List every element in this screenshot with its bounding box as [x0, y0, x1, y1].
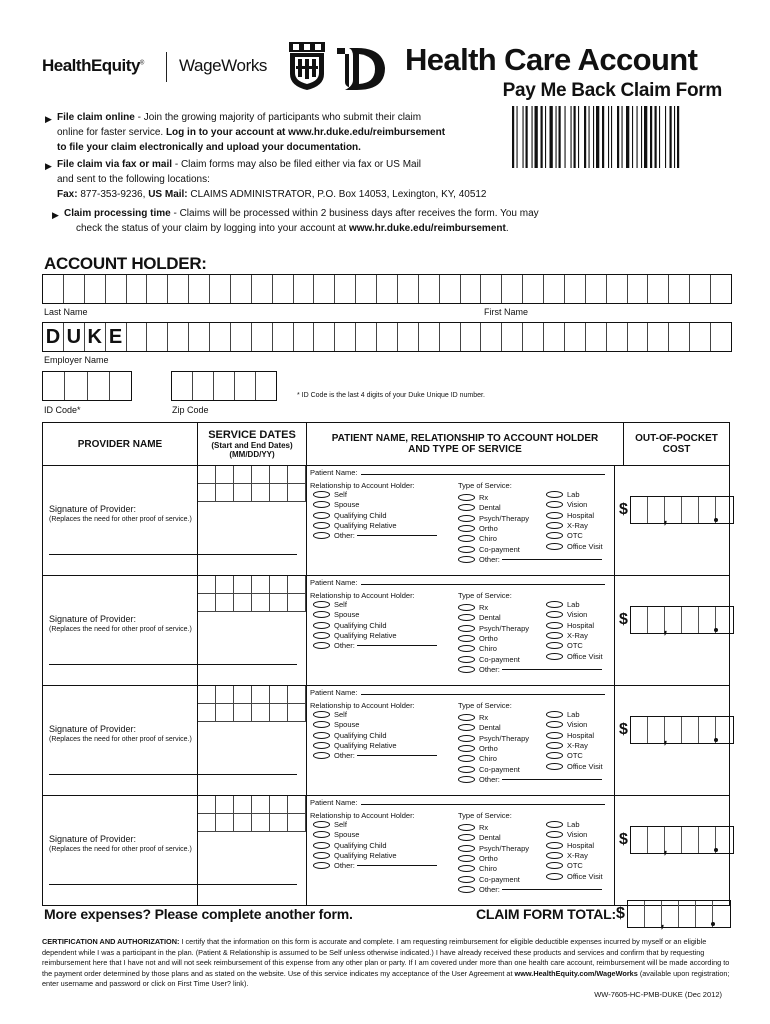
- provider-signature-note: (Replaces the need for other proof of service.): [49, 846, 192, 853]
- service-option[interactable]: Vision: [546, 830, 587, 839]
- service-option[interactable]: Other:: [458, 775, 602, 784]
- radio-oval-icon[interactable]: [546, 763, 563, 770]
- radio-oval-icon[interactable]: [313, 831, 330, 838]
- radio-oval-icon[interactable]: [546, 653, 563, 660]
- service-option[interactable]: Dental: [458, 503, 501, 512]
- input-box[interactable]: [110, 372, 131, 400]
- input-box[interactable]: [252, 323, 273, 351]
- input-box[interactable]: K: [85, 323, 106, 351]
- input-box[interactable]: [690, 323, 711, 351]
- service-option[interactable]: X-Ray: [546, 851, 588, 860]
- radio-oval-icon[interactable]: [458, 766, 475, 773]
- input-box[interactable]: [64, 275, 85, 303]
- radio-oval-icon[interactable]: [458, 494, 475, 501]
- radio-oval-icon[interactable]: [546, 491, 563, 498]
- claim-row: [42, 686, 730, 796]
- input-box[interactable]: [106, 275, 127, 303]
- instruction-processing: ▶ Claim processing time - Claims will be processed within 2 business days after receives the form. You may check the status of your claim by logging into your account at www.hr.duke.edu/reimbursement.: [52, 208, 539, 234]
- radio-oval-icon[interactable]: [546, 742, 563, 749]
- input-box[interactable]: [502, 275, 523, 303]
- input-box[interactable]: [607, 275, 628, 303]
- input-box[interactable]: [356, 323, 377, 351]
- radio-oval-icon[interactable]: [546, 632, 563, 639]
- radio-oval-icon[interactable]: [458, 604, 475, 611]
- relationship-option[interactable]: Qualifying Relative: [313, 851, 397, 860]
- radio-oval-icon[interactable]: [458, 886, 475, 893]
- input-box[interactable]: [502, 323, 523, 351]
- service-option[interactable]: Chiro: [458, 864, 497, 873]
- radio-oval-icon[interactable]: [313, 501, 330, 508]
- input-box[interactable]: D: [43, 323, 64, 351]
- input-box[interactable]: [523, 323, 544, 351]
- radio-oval-icon[interactable]: [546, 611, 563, 618]
- radio-oval-icon[interactable]: [458, 755, 475, 762]
- service-option[interactable]: Psych/Therapy: [458, 734, 529, 743]
- input-box[interactable]: [168, 275, 189, 303]
- service-option[interactable]: Office Visit: [546, 762, 603, 771]
- id-code-label: ID Code*: [44, 405, 81, 415]
- form-title: Health Care Account: [405, 42, 698, 77]
- service-dates-boxes[interactable]: [198, 686, 306, 722]
- id-code-boxes[interactable]: [42, 371, 132, 401]
- radio-oval-icon[interactable]: [313, 622, 330, 629]
- wageworks-logo: WageWorks: [179, 56, 268, 75]
- service-dates-boxes[interactable]: [198, 576, 306, 612]
- relationship-option[interactable]: Qualifying Child: [313, 841, 387, 850]
- input-box[interactable]: [88, 372, 110, 400]
- out-of-pocket-amount[interactable]: $ ,: [619, 606, 734, 634]
- certification-text: CERTIFICATION AND AUTHORIZATION: I certify that the information on this form is accurate and complete. I am requesting reimbursement for eligible deductible expenses incurred by myself or an eligible dependent while I was a participant in the plan. (Patient & Relationship is assumed to be Self unless otherwise indicated.) I have already received these products and services and confirm that by requesting reimbursement here that I have not and will not seek reimbursement of this expense from any other plan or party. If I am covered under more than one health care account, reimbursement will be made according to the payment order determined by those plans and as stated on the website. Use of this service indicates my acceptance of the User Agreement at www.HealthEquity.com/WageWorks (available upon registration; enter username and password or click on First Time User? link).: [42, 937, 730, 988]
- claim-row: [42, 576, 730, 686]
- radio-oval-icon[interactable]: [546, 711, 563, 718]
- service-option[interactable]: X-Ray: [546, 741, 588, 750]
- input-box[interactable]: [231, 323, 252, 351]
- first-name-label: First Name: [484, 307, 529, 317]
- radio-oval-icon[interactable]: [458, 645, 475, 652]
- service-option[interactable]: Lab: [546, 710, 580, 719]
- radio-oval-icon[interactable]: [313, 632, 330, 639]
- service-option[interactable]: Rx: [458, 823, 488, 832]
- form-code: WW-7605-HC-PMB-DUKE (Dec 2012): [594, 990, 722, 999]
- form-subtitle: Pay Me Back Claim Form: [502, 80, 722, 101]
- service-option[interactable]: Ortho: [458, 634, 498, 643]
- input-box[interactable]: [648, 275, 669, 303]
- input-box[interactable]: [147, 323, 168, 351]
- provider-signature-note: (Replaces the need for other proof of service.): [49, 516, 192, 523]
- radio-oval-icon[interactable]: [546, 721, 563, 728]
- radio-oval-icon[interactable]: [546, 862, 563, 869]
- service-option[interactable]: Hospital: [546, 511, 594, 520]
- radio-oval-icon[interactable]: [313, 732, 330, 739]
- radio-oval-icon[interactable]: [313, 752, 330, 759]
- claim-row: [42, 796, 730, 906]
- relationship-option[interactable]: Spouse: [313, 720, 359, 729]
- radio-oval-icon[interactable]: [546, 732, 563, 739]
- input-box[interactable]: [335, 323, 356, 351]
- input-box[interactable]: [168, 323, 189, 351]
- relationship-label: Relationship to Account Holder:: [310, 811, 415, 820]
- input-box[interactable]: [127, 275, 148, 303]
- radio-oval-icon[interactable]: [313, 742, 330, 749]
- input-box[interactable]: E: [106, 323, 127, 351]
- radio-oval-icon[interactable]: [313, 522, 330, 529]
- radio-oval-icon[interactable]: [458, 656, 475, 663]
- service-option[interactable]: X-Ray: [546, 631, 588, 640]
- service-option[interactable]: Co-payment: [458, 875, 520, 884]
- radio-oval-icon[interactable]: [313, 721, 330, 728]
- service-option[interactable]: OTC: [546, 751, 583, 760]
- relationship-option[interactable]: Other:: [313, 861, 437, 870]
- radio-oval-icon[interactable]: [546, 852, 563, 859]
- service-option[interactable]: Psych/Therapy: [458, 514, 529, 523]
- radio-oval-icon[interactable]: [458, 845, 475, 852]
- service-option[interactable]: Other:: [458, 555, 602, 564]
- input-box[interactable]: [628, 275, 649, 303]
- radio-oval-icon[interactable]: [313, 842, 330, 849]
- col-service-dates: SERVICE DATES (Start and End Dates) (MM/DD/YY): [198, 423, 307, 465]
- radio-oval-icon[interactable]: [313, 491, 330, 498]
- type-of-service-label: Type of Service:: [458, 811, 512, 820]
- input-box[interactable]: [189, 275, 210, 303]
- service-option[interactable]: Chiro: [458, 644, 497, 653]
- radio-oval-icon[interactable]: [458, 515, 475, 522]
- input-box[interactable]: [690, 275, 711, 303]
- input-box[interactable]: [440, 275, 461, 303]
- radio-oval-icon[interactable]: [546, 831, 563, 838]
- input-box[interactable]: [85, 275, 106, 303]
- radio-oval-icon[interactable]: [458, 556, 475, 563]
- input-box[interactable]: [711, 275, 731, 303]
- radio-oval-icon[interactable]: [458, 635, 475, 642]
- input-box[interactable]: [294, 275, 315, 303]
- radio-oval-icon[interactable]: [313, 512, 330, 519]
- service-option[interactable]: Rx: [458, 713, 488, 722]
- radio-oval-icon[interactable]: [458, 745, 475, 752]
- duke-d-logo-icon: [335, 46, 387, 92]
- claim-total-boxes[interactable]: ,: [627, 900, 731, 928]
- service-option[interactable]: Lab: [546, 600, 580, 609]
- radio-oval-icon[interactable]: [458, 504, 475, 511]
- radio-oval-icon[interactable]: [313, 601, 330, 608]
- input-box[interactable]: [628, 323, 649, 351]
- radio-oval-icon[interactable]: [546, 522, 563, 529]
- patient-name-field[interactable]: Patient Name:: [310, 688, 605, 697]
- radio-oval-icon[interactable]: [458, 666, 475, 673]
- service-option[interactable]: Rx: [458, 603, 488, 612]
- radio-oval-icon[interactable]: [458, 525, 475, 532]
- radio-oval-icon[interactable]: [313, 642, 330, 649]
- radio-oval-icon[interactable]: [458, 776, 475, 783]
- amount-boxes[interactable]: ,: [630, 826, 734, 854]
- input-box[interactable]: [147, 275, 168, 303]
- service-option[interactable]: Chiro: [458, 754, 497, 763]
- radio-oval-icon[interactable]: [458, 876, 475, 883]
- input-box[interactable]: [252, 275, 273, 303]
- healthequity-logo: HealthEquity®: [42, 56, 144, 75]
- radio-oval-icon[interactable]: [313, 532, 330, 539]
- radio-oval-icon[interactable]: [458, 625, 475, 632]
- input-box[interactable]: [669, 275, 690, 303]
- out-of-pocket-amount[interactable]: $ ,: [619, 496, 734, 524]
- service-option[interactable]: Ortho: [458, 854, 498, 863]
- type-of-service-label: Type of Service:: [458, 591, 512, 600]
- service-dates-boxes[interactable]: [198, 466, 306, 502]
- service-option[interactable]: Dental: [458, 613, 501, 622]
- input-box[interactable]: [461, 323, 482, 351]
- out-of-pocket-amount[interactable]: $ ,: [619, 826, 734, 854]
- radio-oval-icon[interactable]: [546, 842, 563, 849]
- provider-signature-line[interactable]: [49, 774, 297, 775]
- relationship-option[interactable]: Spouse: [313, 610, 359, 619]
- provider-signature-label: Signature of Provider:: [49, 724, 137, 734]
- service-option[interactable]: Office Visit: [546, 542, 603, 551]
- instruction-online: ▶ File claim online - Join the growing majority of participants who submit their claim online for faster service. Log in to your account at www.hr.duke.edu/reimbursement to file your claim electronically and upload your documentation.: [45, 112, 446, 153]
- service-option[interactable]: Chiro: [458, 534, 497, 543]
- service-option[interactable]: Dental: [458, 723, 501, 732]
- amount-boxes[interactable]: ,: [630, 606, 734, 634]
- col-patient-service: PATIENT NAME, RELATIONSHIP TO ACCOUNT HOLDER AND TYPE OF SERVICE: [307, 423, 624, 465]
- radio-oval-icon[interactable]: [313, 821, 330, 828]
- provider-signature-line[interactable]: [49, 664, 297, 665]
- bullet-arrow-icon: ▶: [45, 161, 52, 171]
- input-box[interactable]: [607, 323, 628, 351]
- service-option[interactable]: OTC: [546, 641, 583, 650]
- patient-name-field[interactable]: Patient Name:: [310, 798, 605, 807]
- zip-code-label: Zip Code: [172, 405, 209, 415]
- radio-oval-icon[interactable]: [458, 724, 475, 731]
- input-box[interactable]: [419, 323, 440, 351]
- relationship-option[interactable]: Other:: [313, 751, 437, 760]
- radio-oval-icon[interactable]: [313, 611, 330, 618]
- radio-oval-icon[interactable]: [458, 535, 475, 542]
- input-box[interactable]: [273, 275, 294, 303]
- service-option[interactable]: Other:: [458, 665, 602, 674]
- duke-crest-icon: [287, 40, 327, 92]
- input-box[interactable]: [481, 275, 502, 303]
- provider-signature-label: Signature of Provider:: [49, 504, 137, 514]
- service-option[interactable]: Psych/Therapy: [458, 624, 529, 633]
- service-option[interactable]: Ortho: [458, 524, 498, 533]
- last-name-label: Last Name: [44, 307, 88, 317]
- radio-oval-icon[interactable]: [313, 852, 330, 859]
- input-box[interactable]: [43, 372, 65, 400]
- input-box[interactable]: [210, 323, 231, 351]
- claim-row: [42, 466, 730, 576]
- input-box[interactable]: [127, 323, 148, 351]
- service-option[interactable]: Vision: [546, 500, 587, 509]
- claim-total-label: CLAIM FORM TOTAL:: [476, 906, 616, 922]
- service-option[interactable]: Hospital: [546, 841, 594, 850]
- input-box[interactable]: [65, 372, 87, 400]
- relationship-label: Relationship to Account Holder:: [310, 701, 415, 710]
- input-box[interactable]: [210, 275, 231, 303]
- input-box[interactable]: [214, 372, 235, 400]
- service-dates-boxes[interactable]: [198, 796, 306, 832]
- service-option[interactable]: OTC: [546, 531, 583, 540]
- radio-oval-icon[interactable]: [546, 821, 563, 828]
- input-box[interactable]: [377, 275, 398, 303]
- input-box[interactable]: [335, 275, 356, 303]
- relationship-option[interactable]: Other:: [313, 641, 437, 650]
- bullet-arrow-icon: ▶: [45, 114, 52, 124]
- input-box[interactable]: [461, 275, 482, 303]
- claim-total-amount[interactable]: $ ,: [616, 900, 731, 928]
- radio-oval-icon[interactable]: [546, 622, 563, 629]
- input-box[interactable]: [648, 323, 669, 351]
- input-box[interactable]: [669, 323, 690, 351]
- radio-oval-icon[interactable]: [546, 873, 563, 880]
- service-option[interactable]: Office Visit: [546, 652, 603, 661]
- service-option[interactable]: Vision: [546, 610, 587, 619]
- radio-oval-icon[interactable]: [458, 546, 475, 553]
- relationship-option[interactable]: Spouse: [313, 500, 359, 509]
- service-option[interactable]: Dental: [458, 833, 501, 842]
- account-holder-title: ACCOUNT HOLDER:: [44, 254, 207, 273]
- relationship-label: Relationship to Account Holder:: [310, 481, 415, 490]
- service-option[interactable]: Lab: [546, 820, 580, 829]
- input-box[interactable]: U: [64, 323, 85, 351]
- service-option[interactable]: Hospital: [546, 731, 594, 740]
- radio-oval-icon[interactable]: [458, 614, 475, 621]
- relationship-label: Relationship to Account Holder:: [310, 591, 415, 600]
- provider-signature-label: Signature of Provider:: [49, 834, 137, 844]
- input-box[interactable]: [314, 275, 335, 303]
- relationship-option[interactable]: Qualifying Child: [313, 511, 387, 520]
- radio-oval-icon[interactable]: [546, 601, 563, 608]
- provider-signature-note: (Replaces the need for other proof of service.): [49, 736, 192, 743]
- service-option[interactable]: Office Visit: [546, 872, 603, 881]
- radio-oval-icon[interactable]: [458, 824, 475, 831]
- radio-oval-icon[interactable]: [458, 865, 475, 872]
- input-box[interactable]: [273, 323, 294, 351]
- input-box[interactable]: [377, 323, 398, 351]
- input-box[interactable]: [231, 275, 252, 303]
- radio-oval-icon[interactable]: [458, 834, 475, 841]
- service-option[interactable]: Vision: [546, 720, 587, 729]
- input-box[interactable]: [193, 372, 214, 400]
- provider-signature-note: (Replaces the need for other proof of service.): [49, 626, 192, 633]
- logo-divider: [166, 52, 167, 82]
- barcode: [512, 106, 724, 168]
- radio-oval-icon[interactable]: [546, 532, 563, 539]
- input-box[interactable]: [586, 275, 607, 303]
- service-option[interactable]: Rx: [458, 493, 488, 502]
- input-box[interactable]: [481, 323, 502, 351]
- out-of-pocket-amount[interactable]: $ ,: [619, 716, 734, 744]
- input-box[interactable]: [189, 323, 210, 351]
- service-option[interactable]: Ortho: [458, 744, 498, 753]
- col-out-of-pocket: OUT-OF-POCKET COST: [635, 433, 718, 455]
- more-expenses-note: More expenses? Please complete another form.: [44, 906, 353, 922]
- amount-boxes[interactable]: ,: [630, 716, 734, 744]
- relationship-option[interactable]: Qualifying Relative: [313, 741, 397, 750]
- radio-oval-icon[interactable]: [546, 543, 563, 550]
- type-of-service-label: Type of Service:: [458, 701, 512, 710]
- instruction-fax-mail: ▶ File claim via fax or mail - Claim forms may also be filed either via fax or US Mail and sent to the following locations: Fax: 877-353-9236, US Mail: CLAIMS ADMINISTRATOR, P.O. Box 14053, Lexington, KY, 40512: [45, 159, 487, 200]
- relationship-option[interactable]: Self: [313, 820, 347, 829]
- relationship-option[interactable]: Spouse: [313, 830, 359, 839]
- input-box[interactable]: [565, 275, 586, 303]
- radio-oval-icon[interactable]: [458, 735, 475, 742]
- input-box[interactable]: [544, 275, 565, 303]
- service-option[interactable]: Co-payment: [458, 655, 520, 664]
- radio-oval-icon[interactable]: [458, 714, 475, 721]
- amount-boxes[interactable]: ,: [630, 496, 734, 524]
- input-box[interactable]: [43, 275, 64, 303]
- input-box[interactable]: [586, 323, 607, 351]
- relationship-option[interactable]: Other:: [313, 531, 437, 540]
- relationship-option[interactable]: Self: [313, 600, 347, 609]
- input-box[interactable]: [440, 323, 461, 351]
- relationship-option[interactable]: Qualifying Relative: [313, 631, 397, 640]
- relationship-option[interactable]: Self: [313, 710, 347, 719]
- input-box[interactable]: [235, 372, 256, 400]
- radio-oval-icon[interactable]: [546, 512, 563, 519]
- input-box[interactable]: [565, 323, 586, 351]
- service-option[interactable]: Hospital: [546, 621, 594, 630]
- radio-oval-icon[interactable]: [546, 642, 563, 649]
- provider-signature-line[interactable]: [49, 884, 297, 885]
- patient-name-field[interactable]: Patient Name:: [310, 468, 605, 477]
- service-option[interactable]: Co-payment: [458, 545, 520, 554]
- input-box[interactable]: [419, 275, 440, 303]
- input-box[interactable]: [398, 323, 419, 351]
- input-box[interactable]: [544, 323, 565, 351]
- radio-oval-icon[interactable]: [546, 501, 563, 508]
- input-box[interactable]: [398, 275, 419, 303]
- claims-table-header: [42, 422, 730, 466]
- type-of-service-label: Type of Service:: [458, 481, 512, 490]
- radio-oval-icon[interactable]: [313, 711, 330, 718]
- employer-name-label: Employer Name: [44, 355, 109, 365]
- service-option[interactable]: Lab: [546, 490, 580, 499]
- relationship-option[interactable]: Qualifying Child: [313, 731, 387, 740]
- name-boxes[interactable]: [42, 274, 732, 304]
- radio-oval-icon[interactable]: [458, 855, 475, 862]
- employer-boxes[interactable]: [42, 322, 732, 352]
- patient-name-field[interactable]: Patient Name:: [310, 578, 605, 587]
- input-box[interactable]: [294, 323, 315, 351]
- relationship-option[interactable]: Self: [313, 490, 347, 499]
- relationship-option[interactable]: Qualifying Relative: [313, 521, 397, 530]
- input-box[interactable]: [314, 323, 335, 351]
- provider-signature-line[interactable]: [49, 554, 297, 555]
- id-code-note: * ID Code is the last 4 digits of your Duke Unique ID number.: [297, 392, 485, 399]
- zip-code-boxes[interactable]: [171, 371, 277, 401]
- radio-oval-icon[interactable]: [546, 752, 563, 759]
- provider-signature-label: Signature of Provider:: [49, 614, 137, 624]
- relationship-option[interactable]: Qualifying Child: [313, 621, 387, 630]
- input-box[interactable]: [256, 372, 276, 400]
- service-option[interactable]: OTC: [546, 861, 583, 870]
- service-option[interactable]: X-Ray: [546, 521, 588, 530]
- service-option[interactable]: Co-payment: [458, 765, 520, 774]
- input-box[interactable]: [711, 323, 731, 351]
- service-option[interactable]: Other:: [458, 885, 602, 894]
- bullet-arrow-icon: ▶: [52, 210, 59, 220]
- col-provider-name: PROVIDER NAME: [43, 423, 198, 465]
- input-box[interactable]: [356, 275, 377, 303]
- radio-oval-icon[interactable]: [313, 862, 330, 869]
- service-option[interactable]: Psych/Therapy: [458, 844, 529, 853]
- input-box[interactable]: [523, 275, 544, 303]
- input-box[interactable]: [172, 372, 193, 400]
